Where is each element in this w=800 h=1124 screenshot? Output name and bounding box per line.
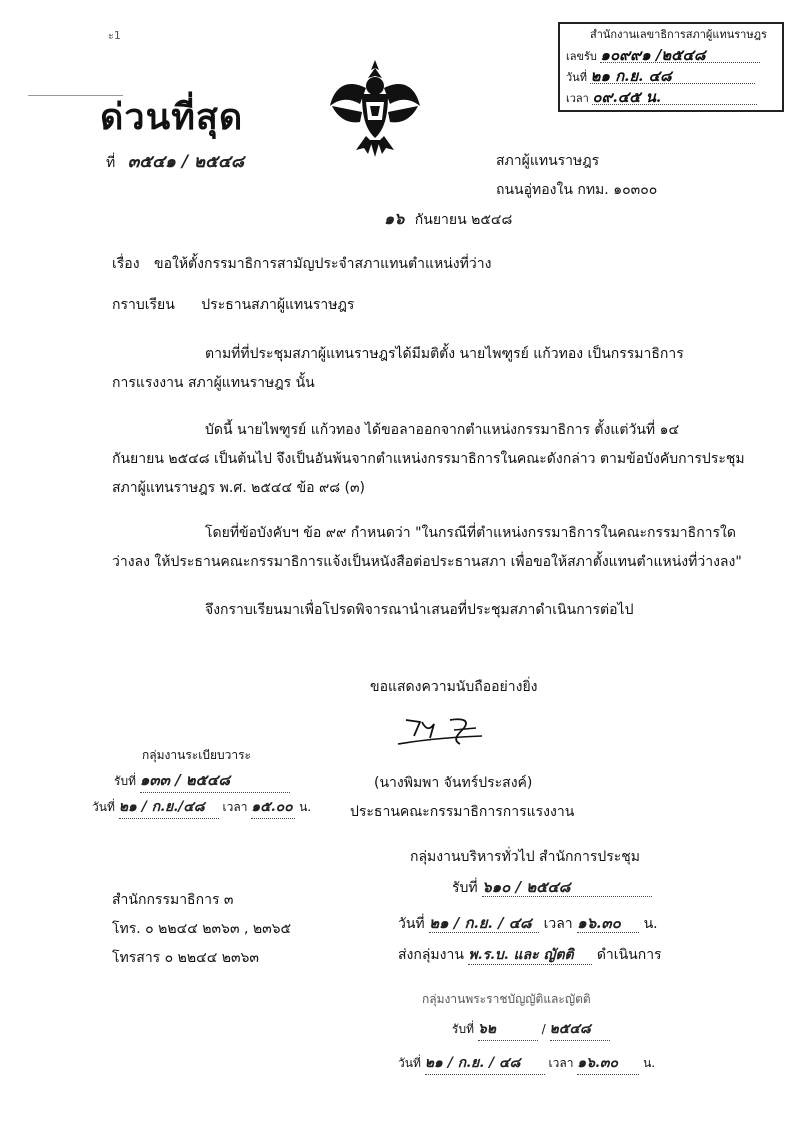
receipt-time-value: ๐๙.๔๕ น. bbox=[592, 90, 757, 105]
sender-org: สภาผู้แทนราษฎร bbox=[496, 153, 600, 169]
scan-mark: ะ1 bbox=[108, 29, 121, 42]
procedure-date-value: ๒๑ / ก.ย./๔๘ bbox=[119, 796, 219, 819]
meeting-date-label: วันที่ bbox=[398, 916, 425, 932]
body-p2-line3: สภาผู้แทนราษฎร พ.ศ. ๒๕๔๔ ข้อ ๙๘ (๓) bbox=[112, 480, 365, 496]
meeting-stamp-date bbox=[398, 914, 658, 933]
document-date-month-year: กันยายน ๒๕๔๘ bbox=[414, 212, 513, 228]
bill-time-label: เวลา bbox=[548, 1056, 574, 1070]
meeting-time-value: ๑๖.๓๐ bbox=[577, 914, 639, 933]
procedure-stamp-title: กลุ่มงานระเบียบวาระ bbox=[142, 748, 251, 762]
signer-position: ประธานคณะกรรมาธิการการแรงงาน bbox=[350, 804, 575, 820]
procedure-recv-value: ๑๓๓ / ๒๕๔๘ bbox=[140, 768, 290, 793]
salutation-line bbox=[112, 296, 354, 314]
meeting-send-value: พ.ร.บ. และ ญัตติ bbox=[468, 946, 592, 965]
bill-date-value: ๒๑ / ก.ย. / ๔๘ bbox=[425, 1052, 545, 1075]
procedure-time-value: ๑๕.๐๐ bbox=[251, 796, 295, 819]
body-p1-line2: การแรงงาน สภาผู้แทนราษฎร นั้น bbox=[112, 375, 315, 391]
receipt-date-label: วันที่ bbox=[566, 71, 587, 84]
procedure-date-label: วันที่ bbox=[92, 800, 115, 814]
bill-recv-value: ๖๒ bbox=[478, 1018, 538, 1041]
meeting-date-value: ๒๑ / ก.ย. / ๔๘ bbox=[429, 914, 539, 933]
meeting-send-suffix: ดำเนินการ bbox=[596, 947, 662, 963]
procedure-stamp bbox=[92, 746, 312, 830]
procedure-time-suffix: น. bbox=[299, 800, 312, 814]
signature bbox=[392, 714, 492, 754]
salutation-label: กราบเรียน bbox=[112, 297, 175, 313]
document-number bbox=[106, 153, 244, 172]
receipt-time-label: เวลา bbox=[566, 92, 589, 105]
garuda-emblem-icon bbox=[326, 58, 424, 158]
body-p2-line2: กันยายน ๒๕๔๘ เป็นต้นไป จึงเป็นอันพ้นจากตำแหน่งกรรมาธิการในคณะดังกล่าว ตามข้อบังคับการประชุม bbox=[112, 451, 745, 467]
sender-address: ถนนอู่ทองใน กทม. ๑๐๓๐๐ bbox=[496, 182, 658, 198]
body-p4: จึงกราบเรียนมาเพื่อโปรดพิจารณานำเสนอที่ประชุมสภาดำเนินการต่อไป bbox=[205, 602, 634, 618]
subject-label: เรื่อง bbox=[112, 256, 140, 272]
meeting-stamp bbox=[398, 848, 698, 968]
procedure-stamp-recv bbox=[114, 768, 290, 793]
document-date bbox=[384, 210, 512, 229]
meeting-stamp-recv bbox=[452, 878, 652, 897]
document-number-prefix: ที่ bbox=[106, 155, 116, 171]
receipt-stamp-date bbox=[566, 69, 755, 85]
document-number-value: ๓๕๔๑ / ๒๕๔๘ bbox=[127, 152, 244, 172]
bill-stamp-title: กลุ่มงานพระราชบัญญัติและญัตติ bbox=[422, 992, 591, 1006]
receipt-stamp-number bbox=[566, 48, 760, 64]
body-p3-line2: ว่างลง ให้ประธานคณะกรรมาธิการแจ้งเป็นหนังสือต่อประธานสภา เพื่อขอให้สภาตั้งแทนตำแหน่งที่ว่างลง" bbox=[112, 554, 742, 570]
receipt-number-value: ๑๐๙๙๑ /๒๕๔๘ bbox=[600, 48, 760, 63]
receipt-stamp-time bbox=[566, 90, 757, 106]
signer-name: (นางพิมพา จันทร์ประสงค์) bbox=[374, 775, 533, 791]
meeting-stamp-send bbox=[398, 946, 662, 965]
meeting-recv-value: ๖๑๐ / ๒๕๔๘ bbox=[482, 878, 652, 897]
bill-time-value: ๑๖.๓๐ bbox=[577, 1052, 639, 1075]
contact-fax: โทรสาร ๐ ๒๒๔๔ ๒๓๖๓ bbox=[112, 950, 259, 966]
closing: ขอแสดงความนับถืออย่างยิ่ง bbox=[370, 679, 538, 695]
bill-stamp-date bbox=[398, 1052, 655, 1075]
bill-date-label: วันที่ bbox=[398, 1056, 421, 1070]
procedure-time-label: เวลา bbox=[222, 800, 248, 814]
document-date-day: ๑๖ bbox=[384, 209, 405, 228]
bill-recv-label: รับที่ bbox=[452, 1022, 474, 1036]
signature-icon bbox=[392, 714, 492, 754]
meeting-stamp-title: กลุ่มงานบริหารทั่วไป สำนักการประชุม bbox=[410, 849, 641, 865]
garuda-emblem bbox=[326, 58, 424, 158]
body-p3-line1: โดยที่ข้อบังคับฯ ข้อ ๙๙ กำหนดว่า "ในกรณีที่ตำแหน่งกรรมาธิการในคณะกรรมาธิการใด bbox=[205, 525, 736, 541]
contact-office: สำนักกรรมาธิการ ๓ bbox=[112, 892, 234, 908]
body-p2-line1: บัดนี้ นายไพฑูรย์ แก้วทอง ได้ขอลาออกจากตำแหน่งกรรมาธิการ ตั้งแต่วันที่ ๑๔ bbox=[205, 422, 680, 438]
salutation-text: ประธานสภาผู้แทนราษฎร bbox=[201, 297, 355, 313]
procedure-stamp-date bbox=[92, 796, 311, 819]
receipt-stamp-title: สำนักงานเลขาธิการสภาผู้แทนราษฎร bbox=[590, 28, 767, 41]
receipt-number-label: เลขรับ bbox=[566, 50, 597, 63]
bill-time-suffix: น. bbox=[643, 1056, 656, 1070]
procedure-recv-label: รับที่ bbox=[114, 774, 136, 788]
bill-recv-year: ๒๕๔๘ bbox=[550, 1018, 610, 1041]
contact-tel: โทร. ๐ ๒๒๔๔ ๒๓๖๓ , ๒๓๖๕ bbox=[112, 921, 292, 937]
subject-text: ขอให้ตั้งกรรมาธิการสามัญประจำสภาแทนตำแหน่งที่ว่าง bbox=[154, 256, 492, 272]
meeting-send-label: ส่งกลุ่มงาน bbox=[398, 947, 464, 963]
urgency-heading: ด่วนที่สุด bbox=[100, 97, 244, 138]
meeting-recv-label: รับที่ bbox=[452, 880, 478, 896]
meeting-time-suffix: น. bbox=[643, 916, 658, 932]
bill-stamp bbox=[398, 990, 698, 1076]
subject-line bbox=[112, 255, 491, 273]
receipt-stamp bbox=[558, 22, 784, 112]
body-p1-line1: ตามที่ที่ประชุมสภาผู้แทนราษฎรได้มีมติตั้ง นายไพฑูรย์ แก้วทอง เป็นกรรมาธิการ bbox=[205, 346, 684, 362]
meeting-time-label: เวลา bbox=[543, 916, 573, 932]
receipt-date-value: ๒๑ ก.ย. ๔๘ bbox=[590, 69, 755, 84]
bill-stamp-recv: รับที่ ๖๒ / ๒๕๔๘ bbox=[452, 1018, 610, 1041]
